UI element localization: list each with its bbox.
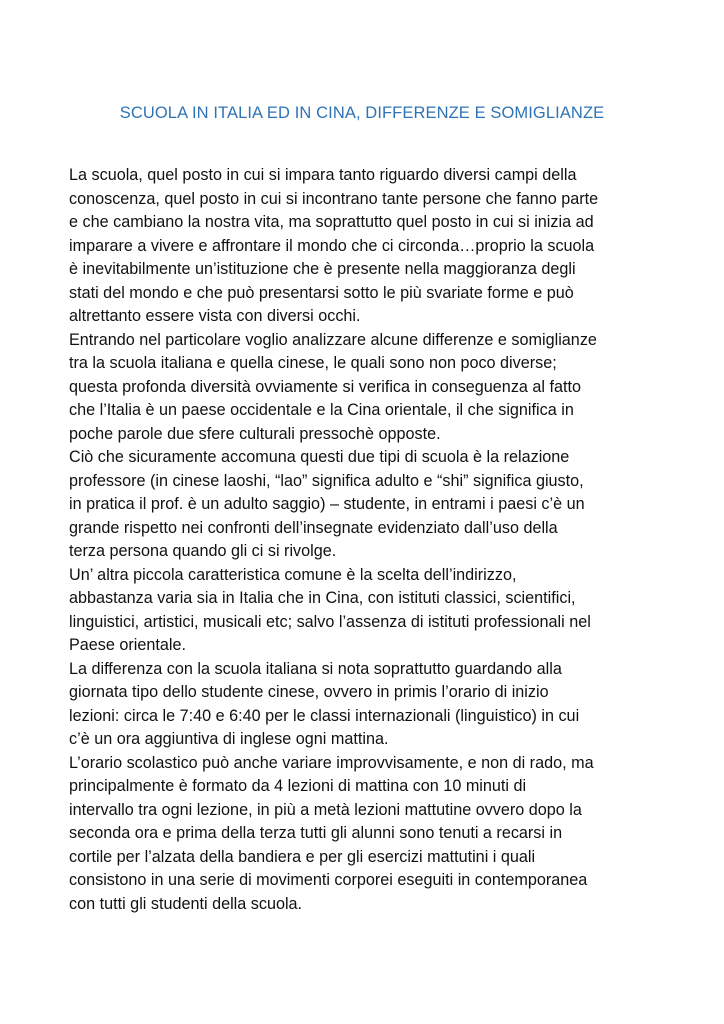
paragraph [69,658,659,752]
paragraph [69,329,659,447]
text-line: Entrando nel particolare voglio analizzare alcune differenze e somiglianze [69,330,597,349]
text-line: Ciò che sicuramente accomuna questi due tipi di scuola è la relazione [69,448,570,466]
text-line: grande rispetto nei confronti dell’insegnate evidenziato dall’uso della [69,518,558,537]
text-line: cortile per l’alzata della bandiera e per gli esercizi mattutini i quali [69,847,536,866]
text-line: La scuola, quel posto in cui si impara tanto riguardo diversi campi della [69,166,577,184]
text-line: seconda ora e prima della terza tutti gli alunni sono tenuti a recarsi in [69,824,563,842]
text-line: abbastanza varia sia in Italia che in Cina, con istituti classici, scientifici, [69,589,576,607]
text-line: altrettanto essere vista con diversi occhi. [69,307,361,325]
text-line: poche parole due sfere culturali pressochè opposte. [69,424,441,443]
text-line: con tutti gli studenti della scuola. [69,894,303,913]
document-title: SCUOLA IN ITALIA ED IN CINA, DIFFERENZE E SOMIGLIANZE [119,104,605,122]
text-line: L’orario scolastico può anche variare improvvisamente, e non di rado, ma [69,753,594,772]
text-line: questa profonda diversità ovviamente si verifica in conseguenza al fatto [69,377,582,396]
paragraph [69,564,659,658]
text-line: terza persona quando gli ci si rivolge. [69,542,337,560]
text-line: principalmente è formato da 4 lezioni di mattina con 10 minuti di [69,777,527,795]
text-line: consistono in una serie di movimenti corporei eseguiti in contemporanea [69,871,588,889]
text-line: che l’Italia è un paese occidentale e la Cina orientale, il che significa in [69,401,574,419]
text-line: La differenza con la scuola italiana si nota soprattutto guardando alla [69,659,562,678]
paragraph [69,446,659,564]
document-body [69,164,659,916]
paragraph [69,164,659,329]
text-line: c’è un ora aggiuntiva di inglese ogni mattina. [69,730,389,748]
text-line: imparare a vivere e affrontare il mondo che ci circonda…proprio la scuola [69,236,595,255]
text-line: linguistici, artistici, musicali etc; salvo l’assenza di istituti professionali nel [69,612,591,631]
text-line: conoscenza, quel posto in cui si incontrano tante persone che fanno parte [69,189,599,208]
text-line: stati del mondo e che può presentarsi sotto le più svariate forme e può [69,283,574,302]
text-line: e che cambiano la nostra vita, ma soprattutto quel posto in cui si inizia ad [69,213,594,231]
text-line: Un’ altra piccola caratteristica comune è la scelta dell’indirizzo, [69,565,517,584]
paragraph [69,752,659,917]
text-line: lezioni: circa le 7:40 e 6:40 per le classi internazionali (linguistico) in cui [69,706,580,725]
text-line: è inevitabilmente un’istituzione che è presente nella maggioranza degli [69,260,576,278]
text-line: professore (in cinese laoshi, “lao” significa adulto e “shi” significa giusto, [69,471,584,490]
text-line: tra la scuola italiana e quella cinese, le quali sono non poco diverse; [69,354,557,372]
text-line: in pratica il prof. è un adulto saggio) – studente, in entrami i paesi c’è un [69,495,585,513]
text-line: giornata tipo dello studente cinese, ovvero in primis l’orario di inizio [69,683,549,701]
text-line: Paese orientale. [69,636,186,654]
text-line: intervallo tra ogni lezione, in più a metà lezioni mattutine ovvero dopo la [69,800,582,819]
